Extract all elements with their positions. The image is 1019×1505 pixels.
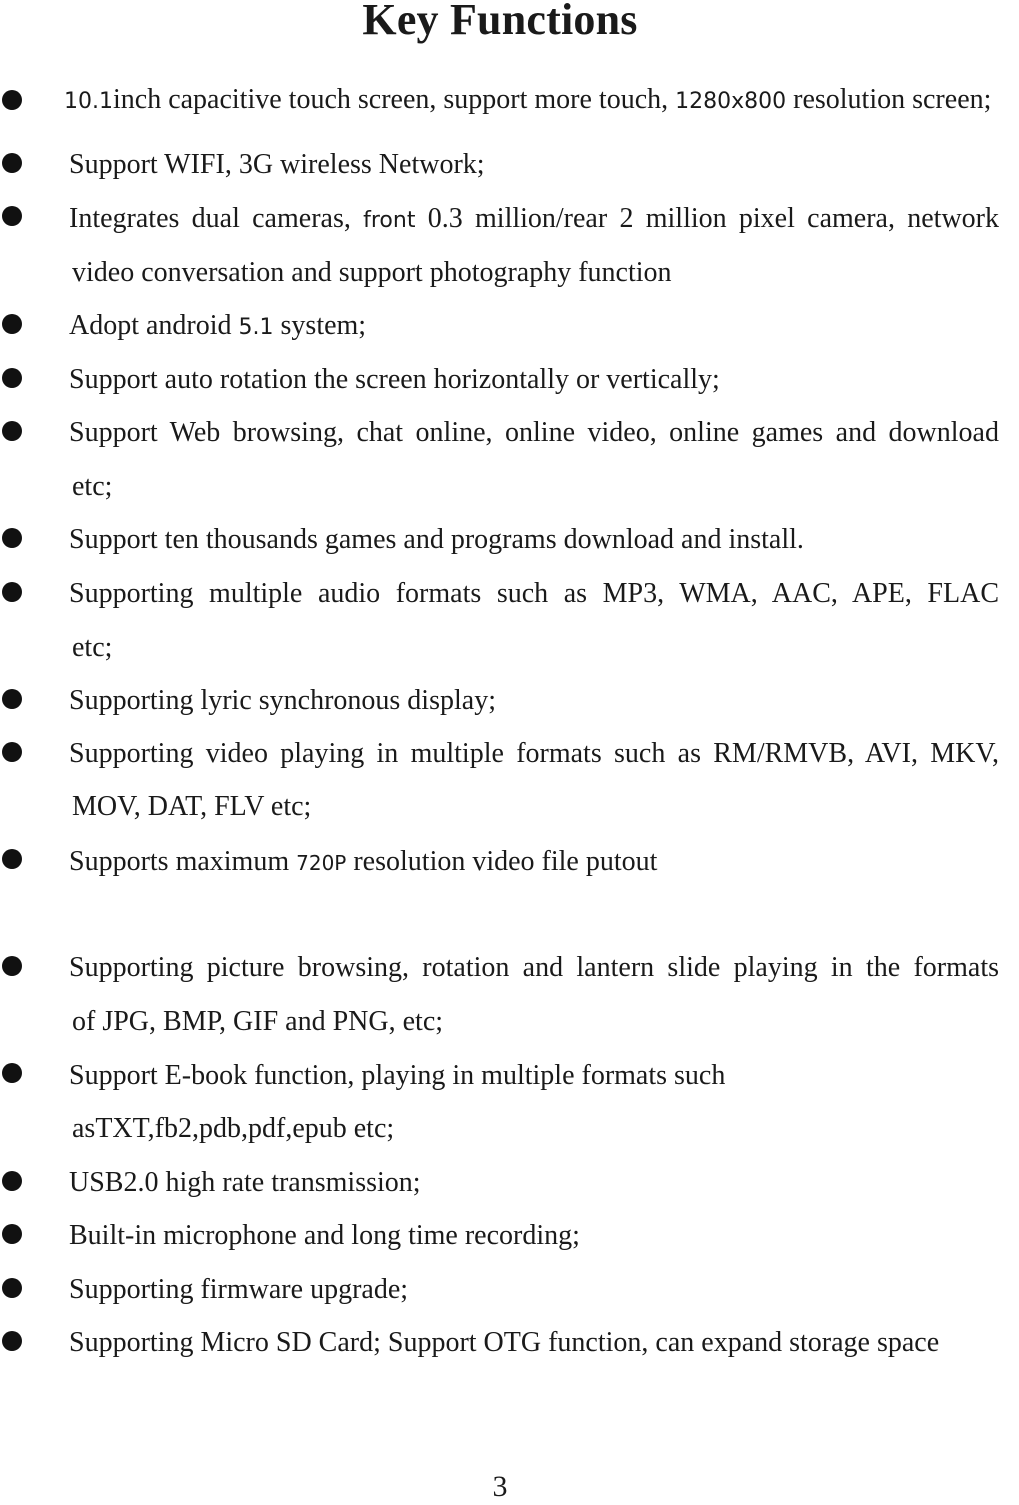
bullet-icon <box>2 421 22 441</box>
feature-item: Support Web browsing, chat online, online video, online games and download <box>69 417 999 448</box>
bullet-icon <box>2 1063 22 1083</box>
feature-item: Supporting video playing in multiple formats such as RM/RMVB, AVI, MKV, <box>69 738 999 769</box>
bullet-icon <box>2 153 22 173</box>
feature-item: Supporting firmware upgrade; <box>69 1274 409 1305</box>
feature-item-continuation: video conversation and support photography function <box>72 257 672 288</box>
feature-item-continuation: etc; <box>72 632 113 663</box>
feature-item: Built-in microphone and long time recording; <box>69 1220 580 1251</box>
bullet-icon <box>2 1224 22 1244</box>
page-title: Key Functions <box>362 0 638 44</box>
bullet-icon <box>2 90 22 110</box>
bullet-icon <box>2 528 22 548</box>
bullet-icon <box>2 206 22 226</box>
bullet-icon <box>2 742 22 762</box>
bullet-icon <box>2 1278 22 1298</box>
feature-item: Supporting picture browsing, rotation and lantern slide playing in the formats <box>69 952 999 983</box>
feature-item: Support E-book function, playing in multiple formats such <box>69 1060 726 1091</box>
bullet-icon <box>2 1331 22 1351</box>
bullet-icon <box>2 368 22 388</box>
feature-item-continuation: asTXT,fb2,pdb,pdf,epub etc; <box>72 1113 395 1144</box>
feature-item: Adopt android 5.1 system; <box>69 310 367 341</box>
feature-item: Supporting lyric synchronous display; <box>69 685 496 716</box>
feature-item: Support WIFI, 3G wireless Network; <box>69 149 485 180</box>
feature-item: USB2.0 high rate transmission; <box>69 1167 421 1198</box>
feature-item: Support ten thousands games and programs download and install. <box>69 524 804 555</box>
feature-item-continuation: of JPG, BMP, GIF and PNG, etc; <box>72 1006 444 1037</box>
bullet-icon <box>2 1171 22 1191</box>
feature-item: Supports maximum 720P resolution video file putout <box>69 846 658 877</box>
feature-item: Support auto rotation the screen horizontally or vertically; <box>69 364 720 395</box>
feature-item-continuation: MOV, DAT, FLV etc; <box>72 791 312 822</box>
feature-item: Supporting Micro SD Card; Support OTG function, can expand storage space <box>69 1327 940 1358</box>
feature-item: Integrates dual cameras, front 0.3 million/rear 2 million pixel camera, network <box>69 203 999 234</box>
bullet-icon <box>2 689 22 709</box>
bullet-icon <box>2 956 22 976</box>
feature-item: 10.1inch capacitive touch screen, support more touch, 1280x800 resolution screen; <box>64 84 992 115</box>
bullet-icon <box>2 314 22 334</box>
page-number: 3 <box>492 1470 508 1503</box>
bullet-icon <box>2 849 22 869</box>
feature-item-continuation: etc; <box>72 471 113 502</box>
bullet-icon <box>2 582 22 602</box>
feature-item: Supporting multiple audio formats such as MP3, WMA, AAC, APE, FLAC <box>69 578 999 609</box>
